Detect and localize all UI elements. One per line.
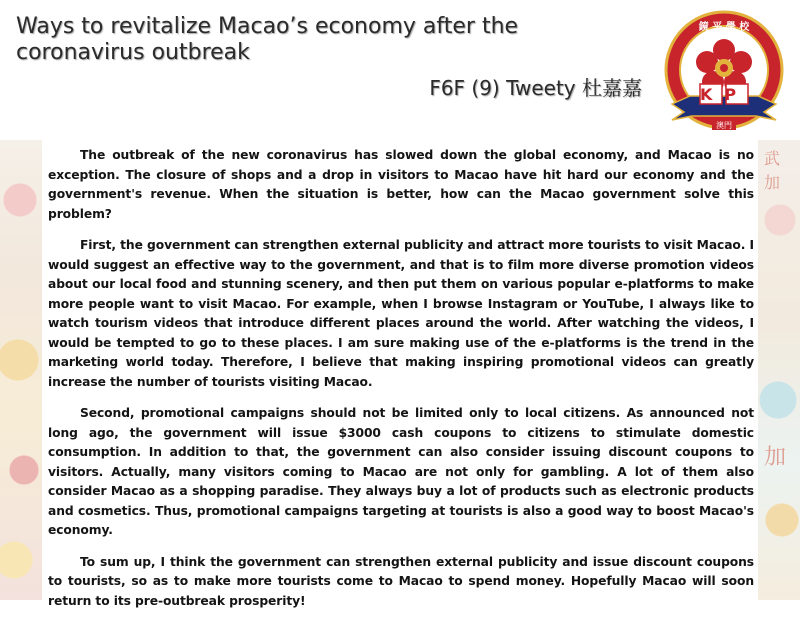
background-deco-text: 武: [764, 149, 781, 168]
author-line: F6F (9) Tweety 杜嘉嘉: [429, 76, 642, 100]
essay-body: [48, 146, 754, 623]
essay-paragraph-conclusion: To sum up, I think the government can strengthen external publicity and issue discount coupons to tourists, so as to make more tourists come to Macao to spend money. Hopefully Macao will soon return to its pre-outbreak prosperity!: [48, 554, 754, 608]
slide-header: [0, 0, 800, 140]
logo-city-text: 澳門: [716, 121, 732, 130]
essay-paragraph-intro: The outbreak of the new coronavirus has slowed down the global economy, and Macao is no exception. The closure of shops and a drop in visitors to Macao have hit hard our economy and the government's revenue. When the situation is better, how can the Macao government solve this problem?: [48, 148, 754, 221]
essay-paragraph-first-point: First, the government can strengthen external publicity and attract more tourists to visit Macao. I would suggest an effective way to the government, and that is to film more diverse promotion videos about our local food and stunning scenery, and then put them on various popular e-platforms to make more people want to visit Macao. For example, when I browse Instagram or YouTube, I always like to watch tourism videos that introduce different places around the world. After watching the videos, I would be tempted to go to these places. I am sure making use of the e-platforms is the trend in the marketing world today. Therefore, I believe that making inspiring promotional videos can greatly increase the number of tourists visiting Macao.: [48, 238, 754, 389]
background-deco-text: 加: [764, 445, 787, 470]
school-logo: [660, 8, 788, 140]
background-art-left: [0, 140, 42, 600]
essay-paragraph-second-point: Second, promotional campaigns should not be limited only to local citizens. As announced not long ago, the government will issue $3000 cash coupons to citizens to stimulate domestic consumption. In addition to that, the government can also consider issuing discount coupons to visitors. Actually, many visitors coming to Macao are not only for gambling. A lot of them also consider Macao as a shopping paradise. They always buy a lot of products such as electronic products and cosmetics. Thus, promotional campaigns targeting at tourists is also a good way to boost Macao's economy.: [48, 406, 754, 537]
essay-panel: [42, 140, 758, 608]
background-deco-text: 加: [764, 173, 781, 192]
page-title: Ways to revitalize Macao’s economy after the coronavirus outbreak: [16, 14, 519, 65]
logo-initials: KP: [699, 85, 749, 104]
background-art-right: [758, 140, 800, 600]
logo-ring-text: 鏡 平 學 校: [698, 22, 750, 33]
